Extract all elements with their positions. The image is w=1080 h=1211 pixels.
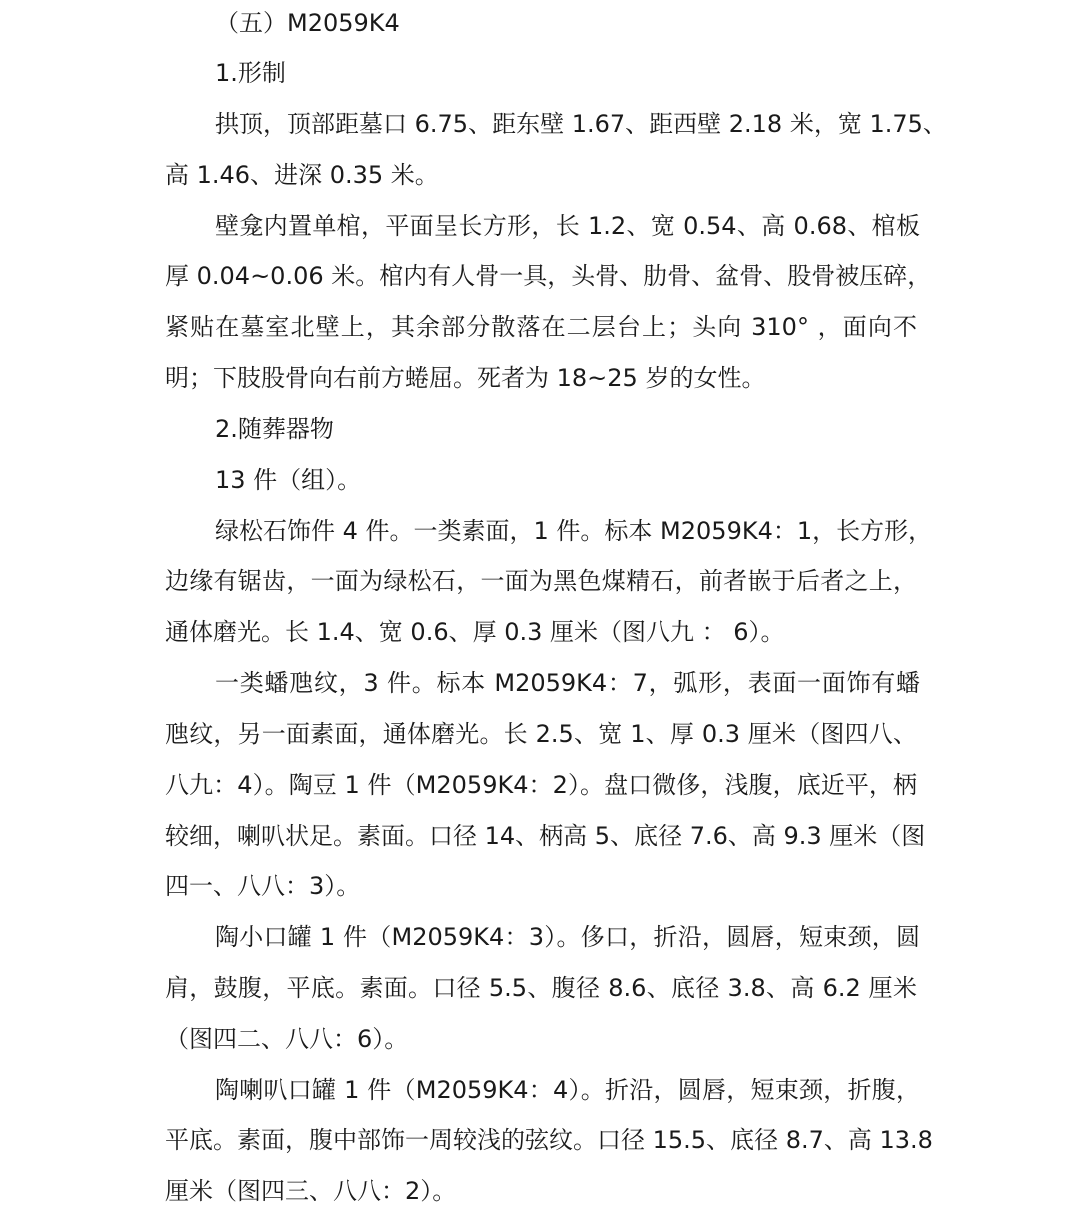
paragraph-line: 高 1.46、进深 0.35 米。 (165, 161, 439, 189)
paragraph-line: 通体磨光。长 1.4、宽 0.6、厚 0.3 厘米（图八九 ： 6）。 (165, 618, 785, 646)
paragraph-line: 边缘有锯齿，一面为绿松石，一面为黑色煤精石，前者嵌于后者之上， (165, 567, 917, 595)
paragraph-line: 厚 0.04~0.06 米。棺内有人骨一具，头骨、肋骨、盆骨、股骨被压碎， (165, 262, 932, 290)
paragraph-line: 陶喇叭口罐 1 件（M2059K4：4）。折沿，圆唇，短束颈，折腹， (215, 1076, 920, 1104)
paragraph-line: 较细，喇叭状足。素面。口径 14、柄高 5、底径 7.6、高 9.3 厘米（图 (165, 822, 926, 850)
paragraph-line: 平底。素面，腹中部饰一周较浅的弦纹。口径 15.5、底径 8.7、高 13.8 (165, 1126, 933, 1154)
paragraph-line: 八九：4）。陶豆 1 件（M2059K4：2）。盘口微侈，浅腹，底近平，柄 (165, 771, 917, 799)
item-count: 13 件（组）。 (215, 466, 362, 494)
paragraph-line: 明；下肢股骨向右前方蜷屈。死者为 18~25 岁的女性。 (165, 364, 766, 392)
paragraph-line: 肩，鼓腹，平底。素面。口径 5.5、腹径 8.6、底径 3.8、高 6.2 厘米 (165, 974, 917, 1002)
paragraph-line: 绿松石饰件 4 件。一类素面，1 件。标本 M2059K4：1，长方形， (215, 517, 933, 545)
paragraph-line: 紧贴在墓室北壁上，其余部分散落在二层台上；头向 310° ，面向不 (165, 313, 917, 341)
paragraph-line: 一类蟠虺纹，3 件。标本 M2059K4：7，弧形，表面一面饰有蟠 (215, 669, 920, 697)
paragraph-line: 壁龛内置单棺，平面呈长方形，长 1.2、宽 0.54、高 0.68、棺板 (215, 212, 920, 240)
paragraph-line: （图四二、八八：6）。 (165, 1025, 409, 1053)
paragraph-line: 陶小口罐 1 件（M2059K4：3）。侈口，折沿，圆唇，短束颈，圆 (215, 923, 920, 951)
paragraph-line: 四一、八八：3）。 (165, 872, 361, 900)
subsection-heading-form: 1.形制 (215, 59, 286, 87)
section-heading: （五）M2059K4 (215, 9, 400, 37)
paragraph-line: 虺纹，另一面素面，通体磨光。长 2.5、宽 1、厚 0.3 厘米（图四八、 (165, 720, 917, 748)
paragraph-line: 厘米（图四三、八八：2）。 (165, 1177, 457, 1205)
paragraph-line: 拱顶，顶部距墓口 6.75、距东壁 1.67、距西壁 2.18 米，宽 1.75、 (215, 110, 947, 138)
subsection-heading-grave-goods: 2.随葬器物 (215, 415, 334, 443)
